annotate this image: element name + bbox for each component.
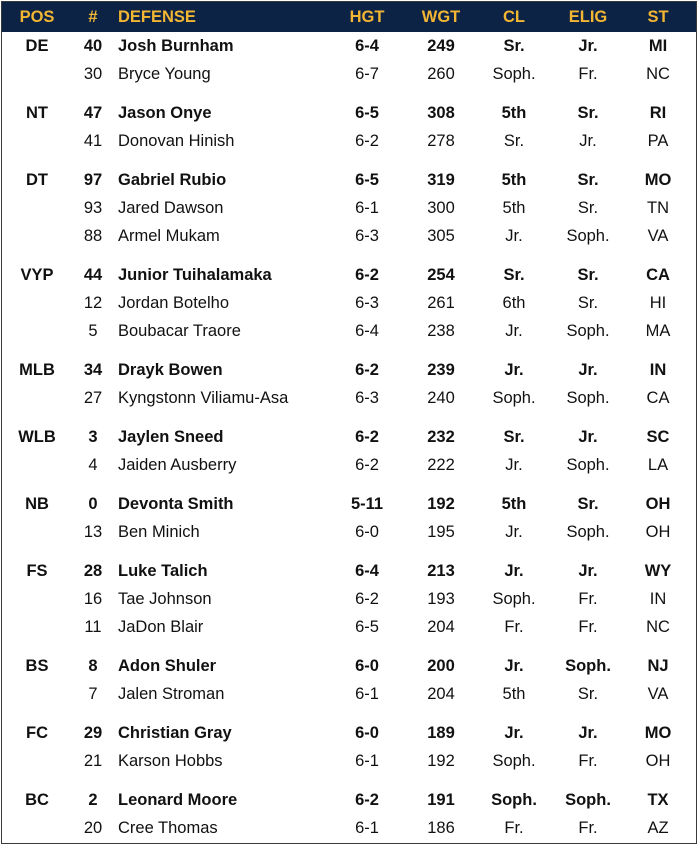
pos-cell: DT [26,170,48,189]
eligibility-cell: Fr. [578,751,598,770]
weight-cell: 238 [427,321,455,340]
class-cell: Jr. [505,226,523,245]
eligibility-cell: Jr. [578,723,598,742]
jersey-number: 13 [83,522,103,541]
class-cell: Fr. [504,617,524,636]
height-cell: 6-0 [355,723,379,742]
backup-row [2,680,696,708]
group-spacer [2,479,696,490]
table-header [2,2,696,32]
class-cell: Soph. [492,388,536,407]
header-pos: POS [19,7,55,26]
weight-cell: 204 [427,684,455,703]
pos-cell [2,222,72,250]
eligibility-cell: Soph. [566,321,610,340]
class-cell: Jr. [504,656,524,675]
weight-cell: 204 [427,617,455,636]
state-cell: OH [645,751,671,770]
class-cell: 5th [502,684,526,703]
group-spacer [2,155,696,166]
pos-cell [2,127,72,155]
height-cell: 6-5 [355,617,379,636]
class-cell: Soph. [492,751,536,770]
class-cell: 5th [501,494,527,513]
pos-cell [2,680,72,708]
starter-row [2,719,696,747]
pos-cell: BC [25,790,49,809]
jersey-number: 11 [84,617,102,636]
jersey-number: 30 [83,64,103,83]
table-body [2,32,696,842]
eligibility-cell: Soph. [566,455,610,474]
pos-cell [2,747,72,775]
class-cell: Sr. [503,427,525,446]
height-cell: 6-1 [355,751,379,770]
player-name: Cree Thomas [118,818,218,837]
pos-cell [2,814,72,842]
header-defense: DEFENSE [118,7,196,26]
eligibility-cell: Jr. [578,427,598,446]
state-cell: VA [647,684,669,703]
height-cell: 6-2 [355,589,379,608]
weight-cell: 308 [427,103,455,122]
eligibility-cell: Fr. [578,818,598,837]
class-cell: Jr. [504,723,524,742]
jersey-number: 2 [88,790,98,809]
class-cell: 5th [501,170,527,189]
player-name: Jaylen Sneed [118,427,224,446]
height-cell: 6-2 [355,790,379,809]
height-cell: 6-7 [355,64,379,83]
backup-row [2,194,696,222]
backup-row [2,518,696,546]
player-name: Bryce Young [118,64,211,83]
jersey-number: 88 [83,226,103,245]
height-cell: 5-11 [350,494,384,513]
height-cell: 6-3 [355,226,379,245]
header-number: # [88,7,98,26]
player-name: Ben Minich [118,522,200,541]
height-cell: 6-5 [355,103,379,122]
pos-cell: FS [26,561,48,580]
weight-cell: 192 [427,494,455,513]
state-cell: NC [646,617,670,636]
height-cell: 6-1 [355,684,379,703]
class-cell: 6th [502,293,526,312]
eligibility-cell: Sr. [577,265,599,284]
pos-cell: BS [25,656,49,675]
state-cell: SC [646,427,670,446]
class-cell: Jr. [504,360,524,379]
backup-row [2,814,696,842]
state-cell: CA [646,388,670,407]
player-name: JaDon Blair [118,617,204,636]
pos-cell [2,384,72,412]
pos-cell [2,518,72,546]
jersey-number: 8 [88,656,98,675]
spacer-cell [2,641,696,652]
player-name: Kyngstonn Viliamu-Asa [118,388,289,407]
state-cell: MO [644,723,672,742]
pos-cell [2,451,72,479]
backup-row [2,317,696,345]
player-name: Adon Shuler [118,656,217,675]
weight-cell: 278 [427,131,455,150]
weight-cell: 232 [427,427,455,446]
group-spacer [2,775,696,786]
jersey-number: 47 [83,103,103,122]
player-name: Tae Johnson [118,589,212,608]
weight-cell: 254 [427,265,455,284]
player-name: Christian Gray [118,723,232,742]
class-cell: Jr. [505,321,523,340]
height-cell: 6-3 [355,388,379,407]
player-name: Gabriel Rubio [118,170,227,189]
group-spacer [2,546,696,557]
weight-cell: 300 [427,198,455,217]
starter-row [2,99,696,127]
state-cell: OH [645,522,671,541]
jersey-number: 41 [83,131,103,150]
eligibility-cell: Fr. [578,617,598,636]
height-cell: 6-1 [355,818,379,837]
depth-chart-frame [1,1,697,844]
header-height: HGT [349,7,385,26]
class-cell: Soph. [492,589,536,608]
backup-row [2,451,696,479]
pos-cell: MLB [19,360,55,379]
height-cell: 6-2 [355,265,379,284]
height-cell: 6-1 [355,198,379,217]
weight-cell: 240 [427,388,455,407]
state-cell: IN [649,360,667,379]
jersey-number: 20 [83,818,103,837]
group-spacer [2,641,696,652]
class-cell: Sr. [503,36,525,55]
eligibility-cell: Jr. [578,36,598,55]
state-cell: NC [646,64,670,83]
weight-cell: 249 [427,36,455,55]
spacer-cell [2,345,696,356]
group-spacer [2,412,696,423]
group-spacer [2,88,696,99]
backup-row [2,384,696,412]
weight-cell: 222 [427,455,455,474]
state-cell: RI [649,103,667,122]
jersey-number: 40 [83,36,103,55]
backup-row [2,585,696,613]
player-name: Donovan Hinish [118,131,235,150]
state-cell: PA [647,131,669,150]
pos-cell [2,289,72,317]
weight-cell: 195 [427,522,455,541]
class-cell: Jr. [504,561,524,580]
height-cell: 6-3 [355,293,379,312]
player-name: Josh Burnham [118,36,234,55]
player-name: Jason Onye [118,103,212,122]
spacer-cell [2,412,696,423]
eligibility-cell: Fr. [578,64,598,83]
header-eligibility: ELIG [568,7,608,26]
jersey-number: 12 [83,293,103,312]
state-cell: OH [645,494,671,513]
starter-row [2,786,696,814]
player-name: Jared Dawson [118,198,224,217]
jersey-number: 0 [88,494,98,513]
starter-row [2,557,696,585]
eligibility-cell: Soph. [566,388,610,407]
state-cell: NJ [647,656,669,675]
defense-depth-chart-table [2,2,696,842]
eligibility-cell: Jr. [579,131,597,150]
state-cell: MA [645,321,671,340]
eligibility-cell: Sr. [577,103,599,122]
state-cell: MI [648,36,668,55]
height-cell: 6-2 [355,360,379,379]
state-cell: CA [646,265,670,284]
backup-row [2,289,696,317]
starter-row [2,423,696,451]
weight-cell: 305 [427,226,455,245]
spacer-cell [2,88,696,99]
weight-cell: 193 [427,589,455,608]
pos-cell: NB [25,494,49,513]
jersey-number: 28 [83,561,103,580]
eligibility-cell: Jr. [578,360,598,379]
class-cell: Soph. [491,790,537,809]
height-cell: 6-2 [355,455,379,474]
class-cell: Jr. [505,522,523,541]
backup-row [2,613,696,641]
weight-cell: 186 [427,818,455,837]
eligibility-cell: Fr. [578,589,598,608]
player-name: Boubacar Traore [118,321,241,340]
height-cell: 6-4 [355,36,379,55]
spacer-cell [2,708,696,719]
pos-cell [2,585,72,613]
pos-cell [2,317,72,345]
state-cell: MO [644,170,672,189]
pos-cell [2,60,72,88]
player-name: Devonta Smith [118,494,234,513]
starter-row [2,166,696,194]
jersey-number: 7 [88,684,98,703]
eligibility-cell: Sr. [577,170,599,189]
pos-cell: NT [26,103,48,122]
player-name: Drayk Bowen [118,360,223,379]
player-name: Jaiden Ausberry [118,455,237,474]
group-spacer [2,250,696,261]
weight-cell: 189 [427,723,455,742]
eligibility-cell: Soph. [566,522,610,541]
backup-row [2,60,696,88]
spacer-cell [2,250,696,261]
class-cell: Fr. [504,818,524,837]
player-name: Jalen Stroman [118,684,225,703]
header-weight: WGT [421,7,461,26]
state-cell: LA [647,455,669,474]
eligibility-cell: Soph. [565,790,611,809]
weight-cell: 260 [427,64,455,83]
state-cell: VA [647,226,669,245]
weight-cell: 239 [427,360,455,379]
spacer-cell [2,479,696,490]
jersey-number: 27 [83,388,103,407]
player-name: Junior Tuihalamaka [118,265,272,284]
player-name: Karson Hobbs [118,751,223,770]
spacer-cell [2,546,696,557]
jersey-number: 3 [88,427,98,446]
class-cell: 5th [502,198,526,217]
state-cell: TX [647,790,669,809]
pos-cell [2,613,72,641]
state-cell: WY [644,561,672,580]
player-name: Luke Talich [118,561,208,580]
state-cell: TN [647,198,669,217]
height-cell: 6-4 [355,321,379,340]
pos-cell: VYP [20,265,54,284]
pos-cell: FC [26,723,48,742]
starter-row [2,652,696,680]
eligibility-cell: Jr. [578,561,598,580]
height-cell: 6-0 [355,522,379,541]
group-spacer [2,345,696,356]
jersey-number: 4 [88,455,98,474]
jersey-number: 29 [83,723,103,742]
backup-row [2,127,696,155]
backup-row [2,747,696,775]
height-cell: 6-2 [355,131,379,150]
pos-cell: DE [25,36,49,55]
height-cell: 6-0 [355,656,379,675]
player-name: Jordan Botelho [118,293,229,312]
weight-cell: 200 [427,656,455,675]
jersey-number: 21 [83,751,103,770]
header-state: ST [647,7,669,26]
state-cell: AZ [647,818,669,837]
group-spacer [2,708,696,719]
weight-cell: 191 [427,790,455,809]
header-row [2,2,696,32]
weight-cell: 192 [427,751,455,770]
eligibility-cell: Soph. [565,656,611,675]
spacer-cell [2,155,696,166]
weight-cell: 261 [427,293,455,312]
class-cell: Jr. [505,455,523,474]
jersey-number: 93 [83,198,103,217]
height-cell: 6-4 [355,561,379,580]
jersey-number: 5 [88,321,98,340]
class-cell: 5th [501,103,527,122]
eligibility-cell: Sr. [577,684,599,703]
class-cell: Sr. [503,131,525,150]
pos-cell: WLB [18,427,56,446]
eligibility-cell: Sr. [577,494,599,513]
class-cell: Sr. [503,265,525,284]
header-class: CL [503,7,525,26]
weight-cell: 213 [427,561,455,580]
height-cell: 6-5 [355,170,379,189]
height-cell: 6-2 [355,427,379,446]
backup-row [2,222,696,250]
jersey-number: 34 [83,360,103,379]
weight-cell: 319 [427,170,455,189]
starter-row [2,356,696,384]
class-cell: Soph. [492,64,536,83]
starter-row [2,261,696,289]
eligibility-cell: Sr. [577,198,599,217]
player-name: Armel Mukam [118,226,220,245]
state-cell: IN [649,589,667,608]
spacer-cell [2,775,696,786]
eligibility-cell: Sr. [577,293,599,312]
jersey-number: 44 [83,265,103,284]
player-name: Leonard Moore [118,790,238,809]
starter-row [2,32,696,60]
starter-row [2,490,696,518]
jersey-number: 16 [83,589,103,608]
pos-cell [2,194,72,222]
jersey-number: 97 [83,170,103,189]
eligibility-cell: Soph. [566,226,610,245]
state-cell: HI [649,293,667,312]
